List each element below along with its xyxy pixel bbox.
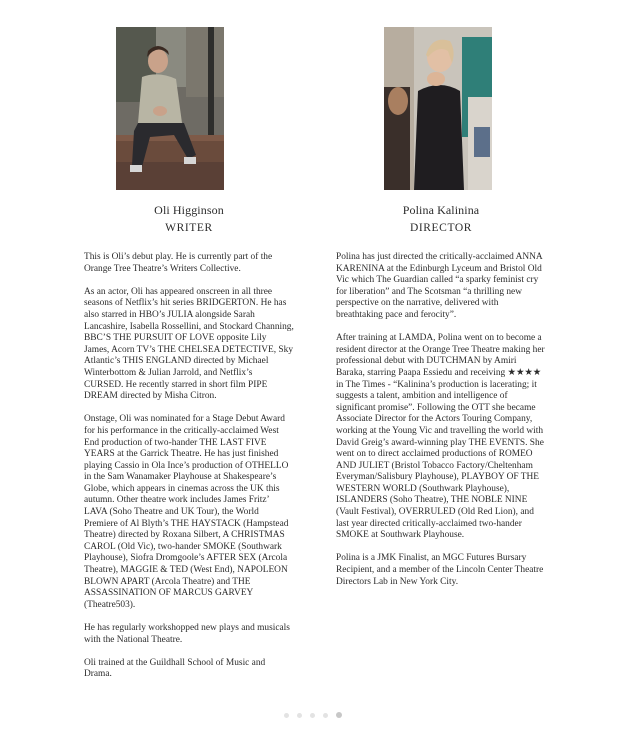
director-bio-paragraph: After training at LAMDA, Polina went on to become a resident director at the Orange Tree Theatre making her professional debut with DUTCHMAN by Amiri Baraka, starring Paapa Essiedu and receiving ★★★★ in The Times - “Kalinina’s production is lacerating; it suggests a talent, ambition and intelligence of significant promise”. Following the OTT she became Associate Director for the Actors Touring Company, working at the Young Vic and travelling the world with David Greig’s award-winning play THE EVENTS. She went on to direct acclaimed productions of ROMEO AND JULIET (Bristol Tobacco Factory/Cheltenham Everyman/Salisbury Playhouse), PLAYBOY OF THE WESTERN WORLD (Southwark Playhouse), ISLANDERS (Soho Theatre), THE NOBLE NINE (Vault Festival), OVERRULED (Old Red Lion), and last year directed critically-acclaimed two-hander SMOKE at Southwark Playhouse.	[336, 333, 545, 541]
director-bio	[336, 252, 546, 600]
writer-name: Oli Higginson	[154, 203, 224, 217]
writer-photo-image	[116, 27, 224, 190]
carousel-dot-active[interactable]	[336, 712, 342, 718]
carousel-indicator[interactable]	[0, 706, 625, 718]
director-bio-paragraph: Polina has just directed the critically-acclaimed ANNA KARENINA at the Edinburgh Lyceum and Bristol Old Vic which The Guardian called “a sparky feminist cry for liberation” and The Scotsman “a thrilling new perspective on the narrative, delivered with breathtaking pace and ferocity”.	[336, 252, 543, 320]
writer-bio-paragraph: This is Oli’s debut play. He is currently part of the Orange Tree Theatre’s Writers Collective.	[84, 252, 273, 274]
carousel-dot[interactable]	[323, 713, 328, 718]
writer-photo	[116, 27, 224, 190]
writer-bio	[84, 252, 294, 693]
director-photo-image	[384, 27, 492, 190]
director-bio-paragraph: Polina is a JMK Finalist, an MGC Futures Bursary Recipient, and a member of the Lincoln Center Theatre Directors Lab in New York City.	[336, 553, 544, 587]
writer-bio-paragraph: Oli trained at the Guildhall School of Music and Drama.	[84, 657, 266, 680]
writer-bio-paragraph: Onstage, Oli was nominated for a Stage Debut Award for his performance in the critically-acclaimed West End production of two-hander THE LAST FIVE YEARS at the Garrick Theatre. He has just finished playing Cassio in Ola Ince’s production of OTHELLO in the Sam Wanamaker Playhouse at Shakespeare’s Globe, which appears in cinemas across the UK this autumn. Other theatre work includes James Fritz’ LAVA (Soho Theatre and UK Tour), the World Premiere of Al Blyth’s THE HAYSTACK (Hampstead Theatre) directed by Roxana Silbert, A CHRISTMAS CAROL (Old Vic), two-hander SMOKE (Southwark Playhouse), Siofra Dromgoole’s AFTER SEX (Arcola Theatre), MAGGIE & TED (West End), NAPOLEON BLOWN APART (Arcola Theatre) and THE ASSASSINATION OF MARCUS GARVEY (Theatre503).	[84, 414, 289, 610]
carousel-dot[interactable]	[284, 713, 289, 718]
director-role: DIRECTOR	[409, 222, 473, 234]
director-photo	[384, 27, 492, 190]
writer-role: WRITER	[165, 222, 213, 234]
director-name: Polina Kalinina	[402, 203, 480, 217]
carousel-dot[interactable]	[297, 713, 302, 718]
writer-bio-paragraph: He has regularly workshopped new plays and musicals with the National Theatre.	[84, 623, 290, 645]
writer-bio-paragraph: As an actor, Oli has appeared onscreen in all three seasons of Netflix’s hit series BRIDGERTON. He has also starred in HBO’s JULIA alongside Sarah Lancashire, Isabella Rossellini, and Stockard Channing, BBC’S THE PURSUIT OF LOVE opposite Lily James, Acorn TV’s THE CHELSEA DETECTIVE, Sky Atlantic’s THIS ENGLAND directed by Michael Winterbottom & Julian Jarrold, and Netflix’s CURSED. He recently starred in short film PIPE DREAM directed by Misha Citron.	[84, 286, 294, 402]
carousel-dot[interactable]	[310, 713, 315, 718]
